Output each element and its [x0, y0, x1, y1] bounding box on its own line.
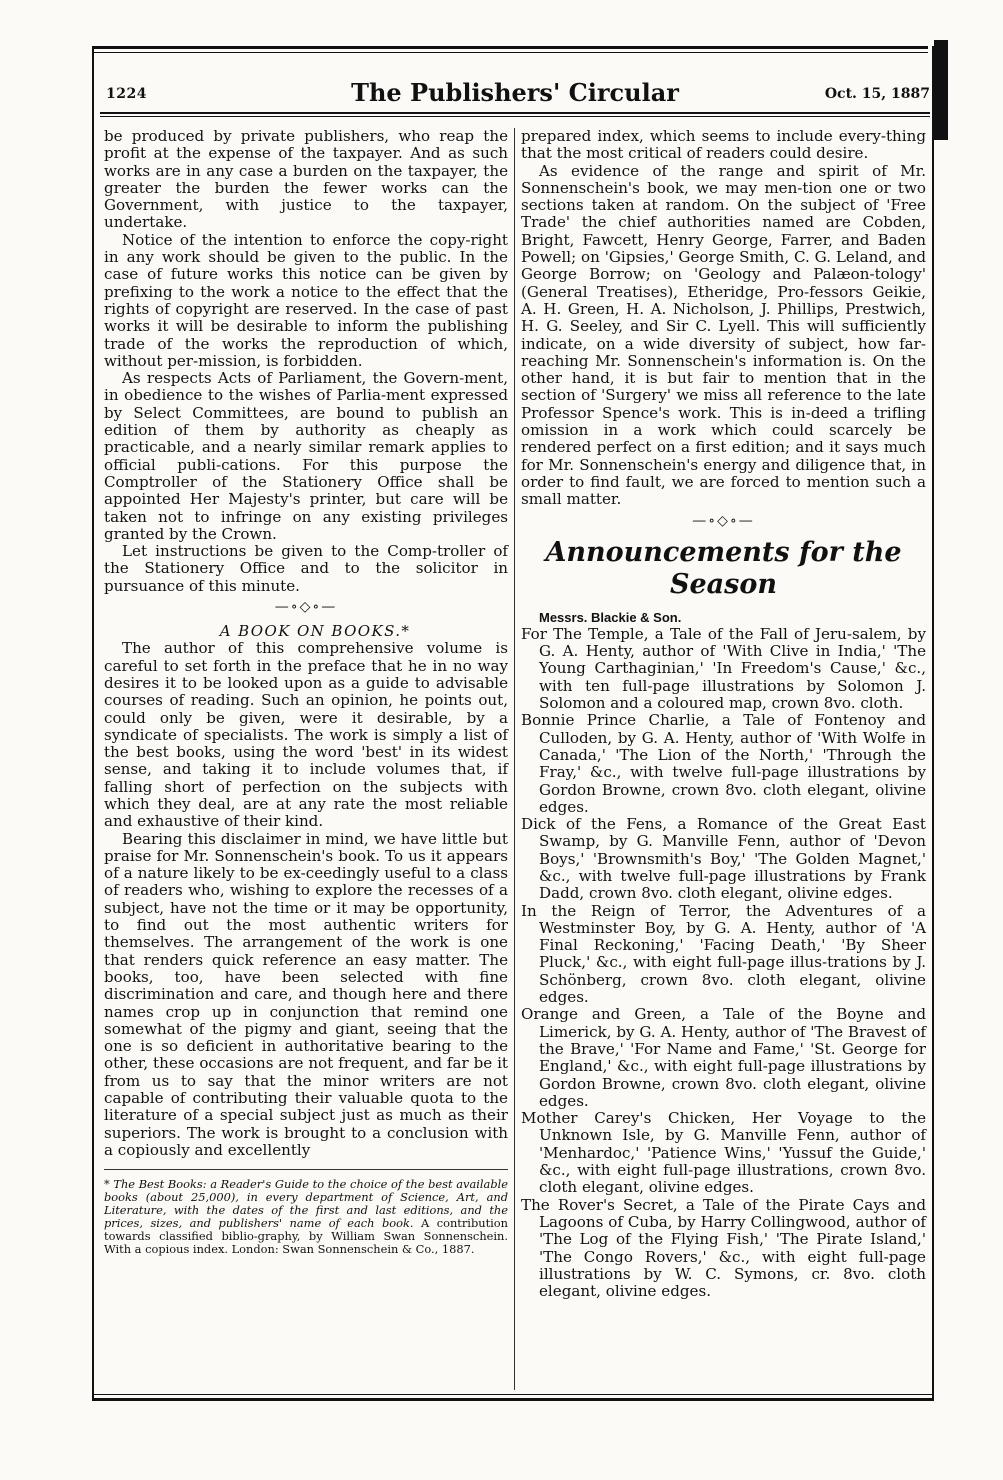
paragraph: Let instructions be given to the Comp-troller of the Stationery Office and to the solicitor in pursuance of this minute.	[104, 542, 508, 595]
section-ornament: —∘◇∘—	[692, 512, 755, 529]
announcement-entry: Orange and Green, a Tale of the Boyne and Limerick, by G. A. Henty, author of 'The Bravest of the Brave,' 'For Name and Fame,' 'St. George for England,' &c., with eight full-page illustrations by Gordon Browne, crown 8vo. cloth elegant, olivine edges.	[521, 1005, 926, 1110]
column-divider	[514, 128, 515, 1390]
header-rule-1	[100, 112, 930, 114]
paragraph: Notice of the intention to enforce the copy-right in any work should be given to the public. In the case of future works this notice can be given by prefixing to the work a notice to the effect that the rights of copyright are reserved. In the case of past works it will be desirable to inform the publishing trade of the works the reproduction of which, without per-mission, is forbidden.	[104, 230, 508, 370]
announcement-entry: Mother Carey's Chicken, Her Voyage to the Unknown Isle, by G. Manville Fenn, author of 'Menhardoc,' 'Patience Wins,' 'Yussuf the Guide,' &c., with eight full-page illustrations, crown 8vo. cloth elegant, olivine edges.	[521, 1109, 926, 1197]
paragraph: As respects Acts of Parliament, the Govern-ment, in obedience to the wishes of Parlia-ment expressed by Select Committees, are bound to publish an edition of them by authority as cheaply as practicable, and a nearly similar remark applies to official publi-cations. For this purpose the Comptroller of the Stationery Office shall be appointed Her Majesty's printer, but care will be taken not to infringe on any existing privileges granted by the Crown.	[104, 369, 508, 543]
section-ornament: —∘◇∘—	[274, 599, 338, 616]
footnote	[104, 1169, 508, 1256]
section-title: A BOOK ON BOOKS.*	[219, 622, 411, 641]
announcements-heading-line1: Announcements for the	[545, 536, 902, 568]
announcement-entry: Dick of the Fens, a Romance of the Great East Swamp, by G. Manville Fenn, author of 'Devon Boys,' 'Brownsmith's Boy,' 'The Golden Magnet,' &c., with twelve full-page illustrations by Frank Dadd, crown 8vo. cloth elegant, olivine edges.	[521, 815, 926, 903]
paragraph: Bearing this disclaimer in mind, we have little but praise for Mr. Sonnenschein's book. To us it appears of a nature likely to be ex-ceedingly useful to a class of readers who, wishing to explore the recesses of a subject, have not the time or it may be opportunity, to find out the most authentic writers for themselves. The arrangement of the work is one that renders quick reference an easy matter. The books, too, have been selected with fine discrimination and care, and though here and there names crop up in conjunction that remind one somewhat of the pigmy and giant, seeing that the one is so deficient in authoritative bearing to the other, these occasions are not frequent, and far be it from us to say that the minor writers are not capable of contributing their valuable quota to the literature of a special subject just as much as their superiors. The work is brought to a conclusion with a copiously and excellently	[104, 829, 508, 1159]
page-header	[100, 78, 930, 108]
announcement-entry: For The Temple, a Tale of the Fall of Jeru-salem, by G. A. Henty, author of 'With Clive in India,' 'The Young Carthaginian,' 'In Freedom's Cause,' &c., with ten full-page illustrations by Solomon J. Solomon and a coloured map, crown 8vo. cloth.	[521, 624, 926, 713]
top-rule-thin	[92, 52, 928, 53]
paragraph: be produced by private publishers, who reap the profit at the expense of the taxpayer. And as such works are in any case a burden on the taxpayer, the greater the burden the fewer works can the Government, with justice to the taxpayer, undertake.	[104, 127, 508, 232]
announcements-heading	[521, 537, 926, 601]
bottom-rule-thick	[92, 1398, 934, 1401]
bottom-rule-thin	[92, 1394, 934, 1395]
header-rule-2	[100, 116, 930, 117]
paragraph: As evidence of the range and spirit of Mr. Sonnenschein's book, we may men-tion one or two sections taken at random. On the subject of 'Free Trade' the chief authorities named are Cobden, Bright, Fawcett, Henry George, Farrer, and Baden Powell; on 'Gipsies,' George Smith, C. G. Leland, and George Borrow; on 'Geology and Palæon-tology' (General Treatises), Etheridge, Pro-fessors Geikie, A. H. Green, H. A. Nicholson, J. Phillips, Prestwich, H. G. Seeley, and Sir C. Lyell. This will sufficiently indicate, on a wide diversity of subject, how far-reaching Mr. Sonnenschein's information is. On the other hand, it is but fair to mention that in the section of 'Surgery' we miss all reference to the late Professor Spence's work. This is in-deed a trifling omission in a work which could scarcely be rendered perfect on a first edition; and it says much for Mr. Sonnenschein's energy and diligence that, in order to find fault, we are forced to mention such a small matter.	[521, 161, 926, 509]
issue-date: Oct. 15, 1887	[824, 86, 930, 102]
announcement-entry: In the Reign of Terror, the Adventures of a Westminster Boy, by G. A. Henty, author of 'A Final Reckoning,' 'Facing Death,' 'By Sheer Pluck,' &c., with eight full-page illus-trations by J. Schönberg, crown 8vo. cloth elegant, olivine edges.	[521, 901, 926, 1007]
right-column	[521, 128, 926, 1300]
page-number: 1224	[106, 86, 147, 102]
right-border-rule	[932, 46, 934, 1400]
paragraph: The author of this comprehensive volume is careful to set forth in the preface that he in no way desires it to be looked upon as a guide to advisable courses of reading. Such an opinion, he points out, could only be given, were it desirable, by a syndicate of specialists. The work is simply a list of the best books, using the word 'best' in its widest sense, and taking it to include volumes that, if falling short of perfection on the subjects with which they deal, are at any rate the most reliable and exhaustive of their kind.	[104, 639, 508, 831]
left-column	[104, 128, 508, 1256]
footnote-title: * The Best Books: a Reader's Guide to the choice of the best available books (about 25,000), in every department of Science, Art, and Literature, with the dates of the first and last editions, and the prices, sizes, and publishers' name of each book.	[104, 1177, 508, 1231]
announcement-entry: Bonnie Prince Charlie, a Tale of Fontenoy and Culloden, by G. A. Henty, author of 'With Wolfe in Canada,' 'The Lion of the North,' 'Through the Fray,' &c., with twelve full-page illustrations by Gordon Browne, crown 8vo. cloth elegant, olivine edges.	[521, 711, 926, 816]
announcements-heading-line2: Season	[669, 568, 777, 600]
footnote-text: A contribution towards classified biblio-graphy, by William Swan Sonnenschein. With a copious index. London: Swan Sonnenschein & Co., 1887.	[104, 1216, 508, 1257]
publisher-name: Messrs. Blackie & Son.	[539, 609, 682, 625]
top-rule-thick	[92, 46, 928, 49]
left-border-rule	[92, 46, 94, 1400]
journal-title: The Publishers' Circular	[351, 78, 679, 107]
announcement-entry: The Rover's Secret, a Tale of the Pirate Cays and Lagoons of Cuba, by Harry Collingwood, author of 'The Log of the Flying Fish,' 'The Pirate Island,' 'The Congo Rovers,' &c., with eight full-page illustrations by W. C. Symons, cr. 8vo. cloth elegant, olivine edges.	[521, 1195, 926, 1301]
paragraph: prepared index, which seems to include every-thing that the most critical of readers could desire.	[521, 127, 926, 163]
right-edge-mark	[934, 40, 948, 140]
